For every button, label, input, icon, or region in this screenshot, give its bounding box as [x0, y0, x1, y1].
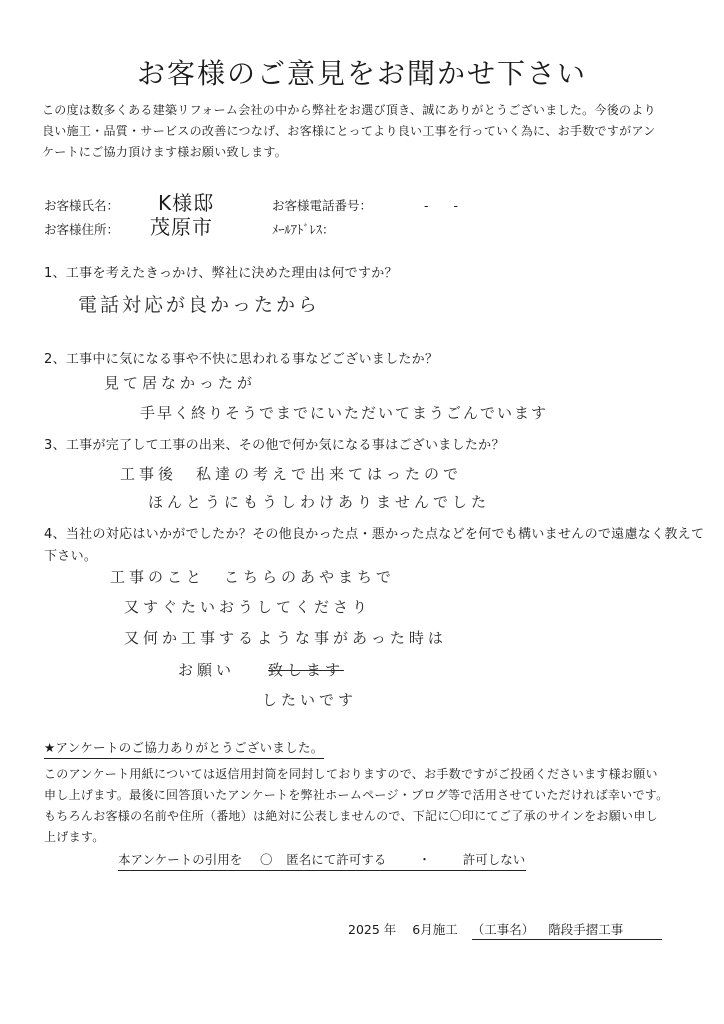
answer-3-line: 工事後 私達の考えで出来てはったので	[120, 465, 463, 483]
closing-line: 申し上げます。最後に回答頂いたアンケートを弊社ホームページ・ブログ等で活用させていただければ幸いです。	[44, 788, 669, 802]
customer-name-value: K様邸	[158, 191, 215, 215]
footer-year: 2025 年	[348, 922, 397, 937]
footer-month: 6月施工	[412, 922, 458, 937]
answer-4-line: 工事のこと こちらのあやまちで	[110, 568, 395, 586]
answer-2-line: 見て居なかったが	[104, 374, 257, 392]
footer-work-name: 階段手摺工事	[548, 922, 624, 937]
question-4: 4、当社の対応はいかがでしたか？その他良かった点・悪かった点などを何でも構いませんので遠慮なく教えて	[44, 527, 705, 542]
customer-name-label: お客様氏名：	[44, 198, 120, 213]
customer-phone-label: お客様電話番号：	[272, 198, 373, 213]
consent-separator: ・	[418, 852, 431, 867]
closing-paragraph	[44, 764, 714, 848]
consent-option-deny[interactable]: 許可しない	[462, 852, 526, 867]
answer-3-line: ほんとうにもうしわけありませんでした	[148, 493, 491, 511]
intro-line: 良い施工・品質・サービスの改善につなげ、お客様にとってより良い工事を行っていく為に、お手数ですがアン	[42, 124, 656, 138]
intro-paragraph	[42, 100, 702, 163]
footer-work-label: （工事名）	[471, 922, 535, 937]
question-2: 2、工事中に気になる事や不快に思われる事などございましたか？	[44, 352, 439, 367]
consent-option-anonymous[interactable]: 匿名にて許可する	[286, 852, 387, 867]
customer-email-label: ﾒｰﾙｱﾄﾞﾚｽ：	[272, 222, 335, 237]
customer-phone-value: - -	[424, 198, 459, 213]
answer-2-line: 手早く終りそうでまでにいただいてまうごんでいます	[140, 404, 549, 422]
closing-line: もちろんお客様の名前や住所（番地）は絶対に公表しませんので、下記に〇印にてご了承のサインをお願い申し	[44, 809, 658, 823]
consent-prefix: 本アンケートの引用を	[118, 852, 243, 867]
question-4-continuation: 下さい。	[44, 549, 98, 564]
answer-4-line: 又何か工事するような事があった時は	[124, 629, 447, 647]
consent-line	[118, 850, 526, 871]
question-1: 1、工事を考えたきっかけ、弊社に決めた理由は何ですか？	[44, 266, 398, 281]
footer-line	[348, 920, 662, 940]
question-3: 3、工事が完了して工事の出来、その他で何か気になる事はございましたか？	[44, 438, 505, 453]
closing-line: このアンケート用紙については返信用封筒を同封しておりますので、お手数ですがご投函くださいます様お願い	[44, 767, 658, 781]
closing-line: 上げます。	[44, 830, 105, 844]
customer-address-label: お客様住所：	[44, 222, 120, 237]
page-title: お客様のご意見をお聞かせ下さい	[136, 57, 587, 90]
consent-circle-mark: 〇	[259, 852, 273, 867]
answer-4-line: したいです	[262, 691, 358, 709]
intro-line: この度は数多くある建築リフォーム会社の中から弊社をお選び頂き、誠にありがとうございました。今後のより	[42, 103, 656, 117]
thanks-heading: ★アンケートのご協力ありがとうございました。	[44, 738, 324, 759]
answer-1-line: 電話対応が良かったから	[78, 294, 321, 316]
answer-4-line: 又すぐたいおうしてくださり	[124, 598, 372, 616]
customer-address-value: 茂原市	[150, 215, 213, 239]
footer-work-field	[472, 920, 662, 940]
answer-4-struck-text: 致します	[268, 661, 345, 679]
answer-4-line: お願い	[178, 661, 236, 679]
intro-line: ケートにご協力頂けます様お願い致します。	[42, 145, 288, 159]
